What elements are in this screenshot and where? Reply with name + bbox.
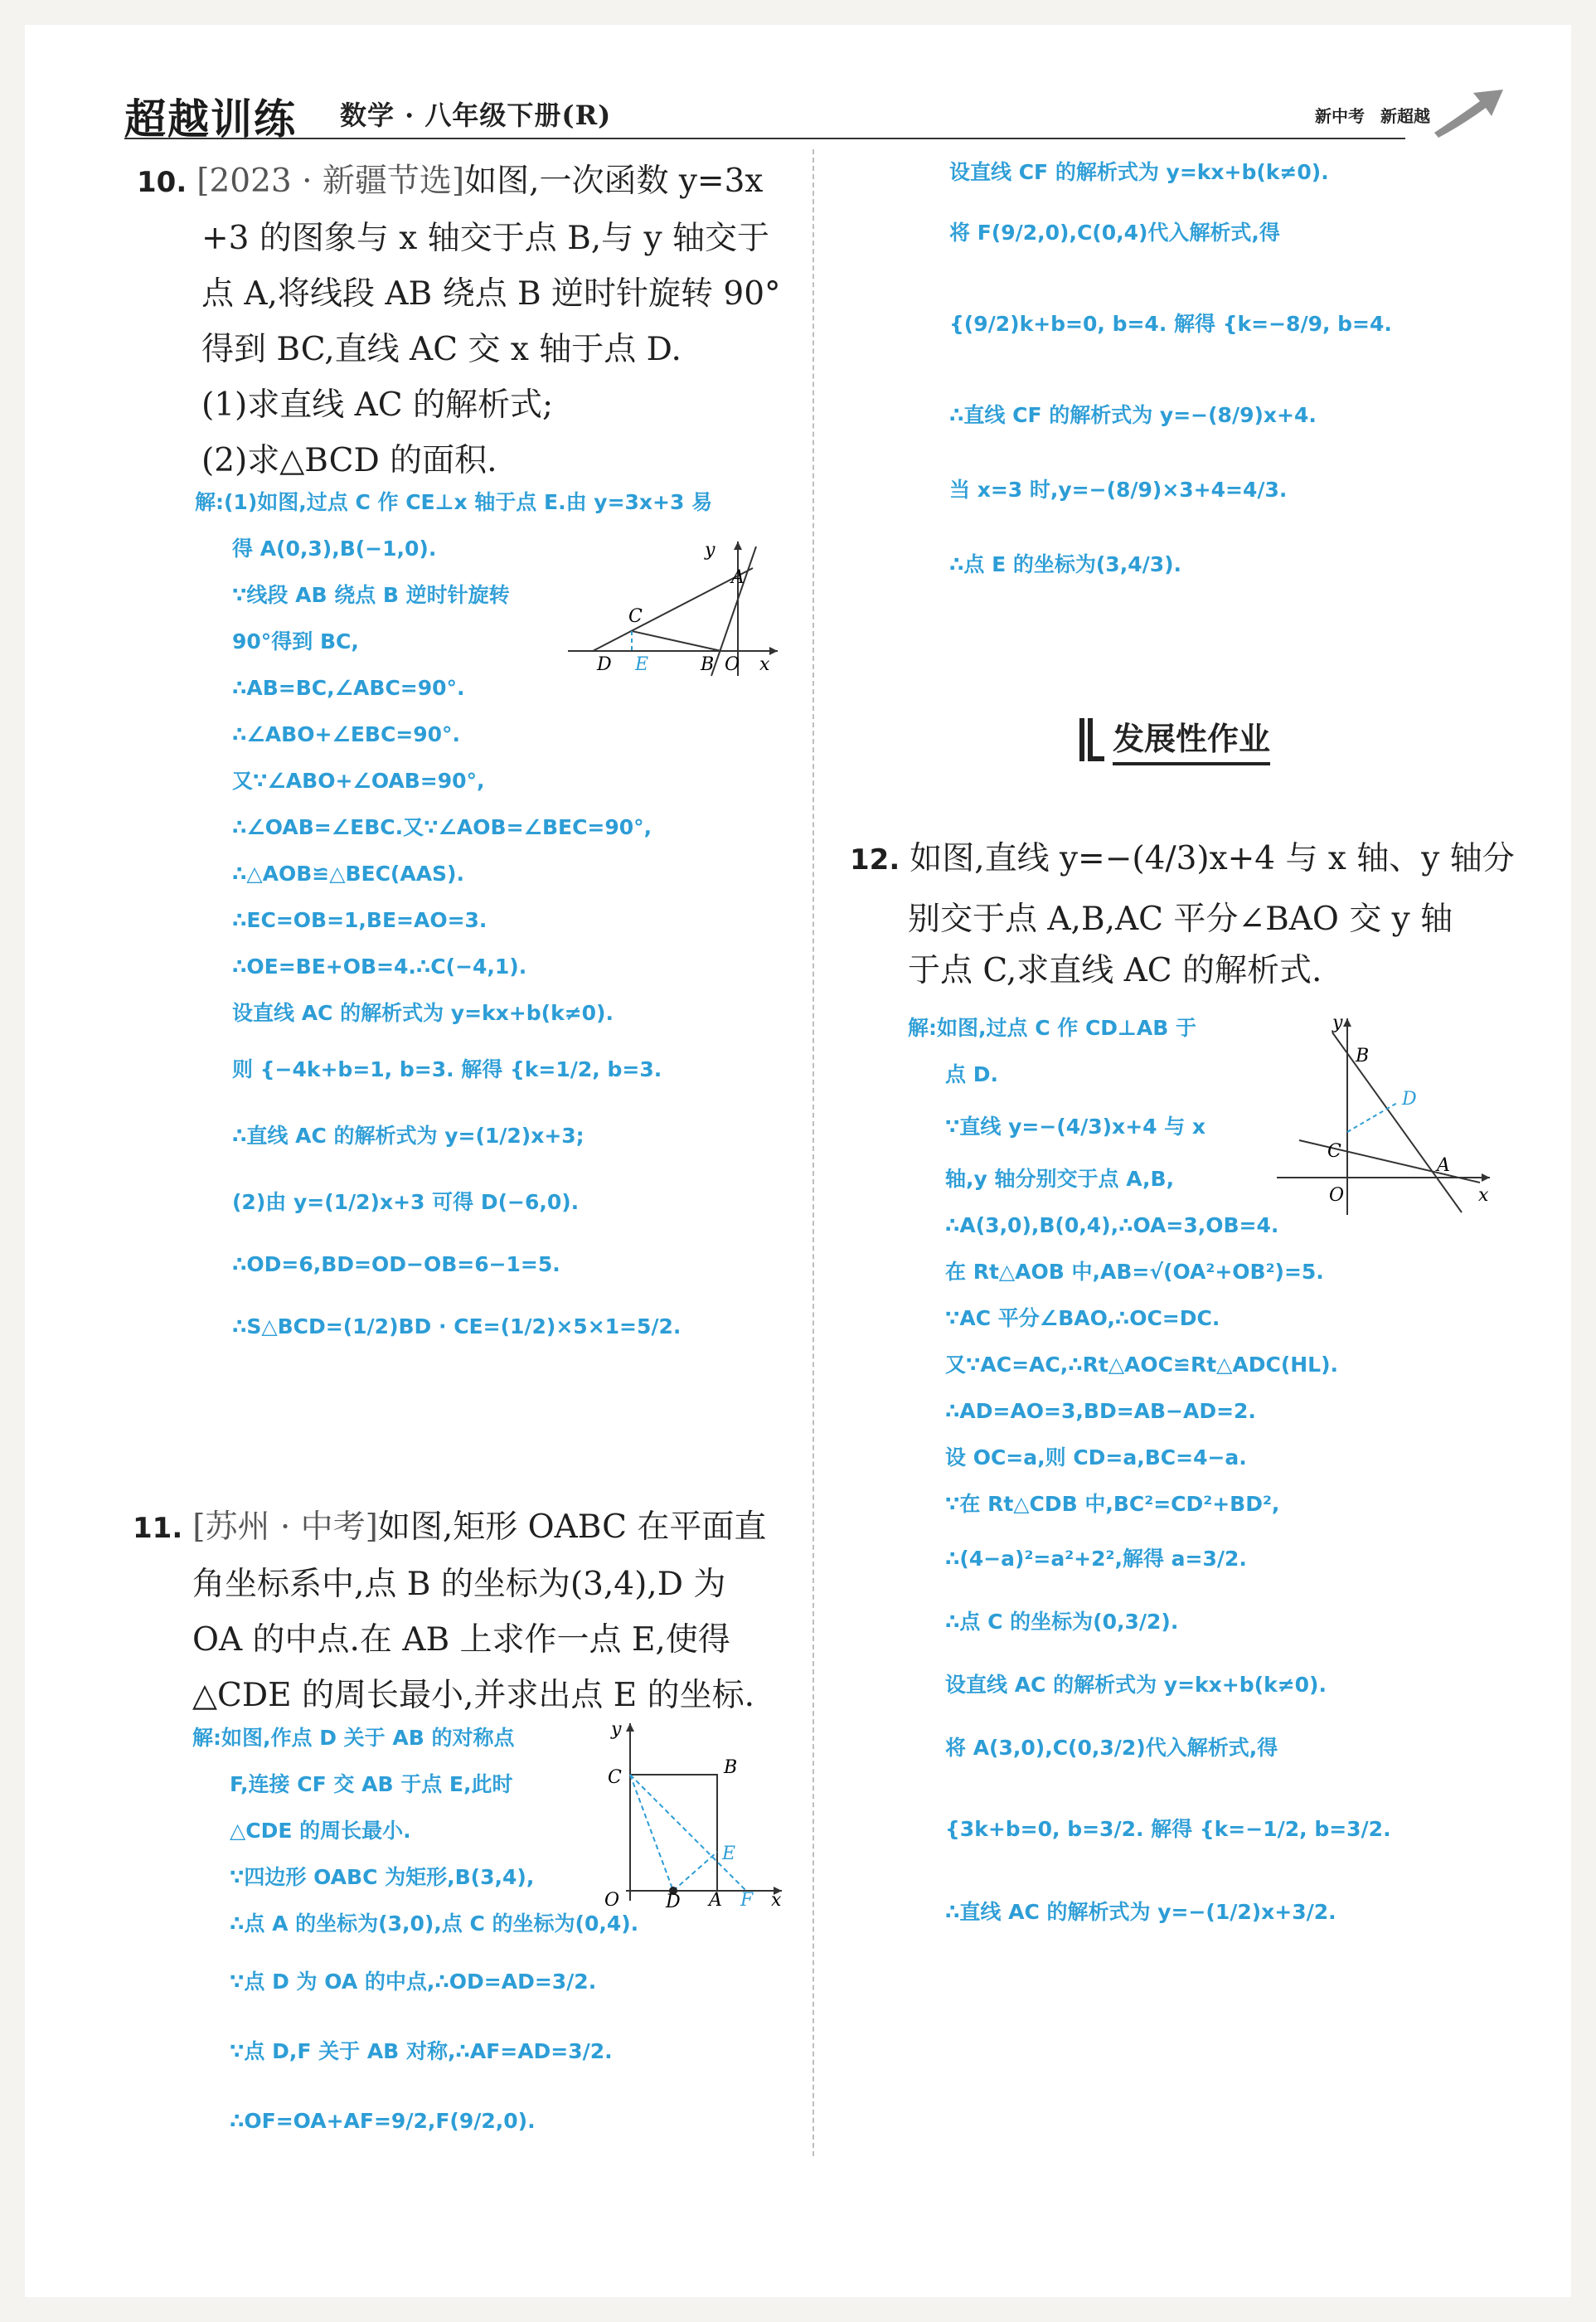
problem-11	[133, 1499, 766, 1723]
problem-text-line: 如图,直线 y=−(4/3)x+4 与 x 轴、y 轴分	[910, 840, 1515, 877]
figure-label: E	[722, 1844, 736, 1864]
solution-line: ∴△AOB≌△BEC(AAS).	[232, 862, 464, 886]
solution-11-continued	[949, 149, 1392, 602]
figure-label: C	[628, 606, 643, 627]
problem-text-line: OA 的中点.在 AB 上求作一点 E,使得	[192, 1621, 730, 1659]
figure-label: D	[597, 654, 612, 675]
solution-line: ∴直线 CF 的解析式为 y=−(8/9)x+4.	[949, 403, 1317, 427]
problem-text-line: 点 A,将线段 AB 绕点 B 逆时针旋转 90°	[201, 275, 781, 313]
figure-10	[564, 535, 788, 680]
solution-line: 轴,y 轴分别交于点 A,B,	[945, 1167, 1175, 1191]
solution-line: 又∵AC=AC,∴Rt△AOC≌Rt△ADC(HL).	[945, 1353, 1339, 1377]
header-arrow-icon	[1430, 83, 1505, 141]
solution-line: ∴直线 AC 的解析式为 y=(1/2)x+3;	[232, 1124, 585, 1148]
solution-line: (2)由 y=(1/2)x+3 可得 D(−6,0).	[232, 1190, 580, 1214]
solution-line: ∴(4−a)²=a²+2²,解得 a=3/2.	[945, 1547, 1247, 1571]
solution-line: 将 A(3,0),C(0,3/2)代入解析式,得	[945, 1736, 1278, 1760]
problem-number: 12.	[850, 843, 900, 877]
solution-line: 在 Rt△AOB 中,AB=√(OA²+OB²)=5.	[945, 1260, 1324, 1284]
solution-line: ∴OE=BE+OB=4.∴C(−4,1).	[232, 955, 527, 979]
problem-text-line: 于点 C,求直线 AC 的解析式.	[908, 952, 1322, 989]
problem-text-line: 别交于点 A,B,AC 平分∠BAO 交 y 轴	[908, 901, 1453, 938]
problem-text-line: 如图,一次函数 y=3x	[464, 163, 764, 200]
figure-label: x	[759, 654, 770, 675]
problem-text-line: (1)求直线 AC 的解析式;	[201, 386, 554, 424]
figure-label: B	[724, 1757, 738, 1778]
figure-label: B	[1356, 1046, 1370, 1066]
solution-line: 设直线 CF 的解析式为 y=kx+b(k≠0).	[949, 160, 1329, 184]
problem-12	[850, 825, 1515, 997]
solution-line: ∵线段 AB 绕点 B 逆时针旋转	[232, 583, 510, 607]
figure-label: y	[611, 1719, 622, 1740]
problem-text-line: △CDE 的周长最小,并求出点 E 的坐标.	[192, 1677, 755, 1714]
problem-text-line: 如图,矩形 OABC 在平面直	[377, 1508, 767, 1546]
figure-label: O	[1329, 1185, 1345, 1206]
solution-line: ∴AB=BC,∠ABC=90°.	[232, 676, 465, 700]
solution-line: ∴OF=OA+AF=9/2,F(9/2,0).	[230, 2109, 536, 2133]
figure-label: C	[1327, 1141, 1341, 1162]
solution-line: 得 A(0,3),B(−1,0).	[232, 537, 437, 561]
problem-text-line: +3 的图象与 x 轴交于点 B,与 y 轴交于	[201, 220, 769, 257]
solution-line: ∴点 C 的坐标为(0,3/2).	[945, 1610, 1179, 1634]
solution-line: 点 D.	[945, 1062, 998, 1086]
solution-line: 将 F(9/2,0),C(0,4)代入解析式,得	[949, 221, 1280, 245]
section-bars-icon	[1078, 715, 1106, 765]
column-divider	[813, 149, 814, 2156]
figure-label: A	[731, 567, 745, 588]
solution-line: 设直线 AC 的解析式为 y=kx+b(k≠0).	[945, 1673, 1327, 1697]
problem-text-line: (2)求△BCD 的面积.	[201, 442, 497, 479]
solution-11	[192, 1715, 638, 2156]
problem-text-line: 角坐标系中,点 B 的坐标为(3,4),D 为	[192, 1566, 726, 1603]
problem-number: 11.	[133, 1512, 183, 1545]
figure-label: F	[740, 1890, 754, 1907]
solution-line: ∴∠ABO+∠EBC=90°.	[232, 722, 461, 746]
solution-line: ∵点 D 为 OA 的中点,∴OD=AD=3/2.	[230, 1970, 597, 1994]
solution-line: 当 x=3 时,y=−(8/9)×3+4=4/3.	[949, 478, 1288, 502]
problem-source: [苏州 · 中考]	[192, 1508, 378, 1546]
solution-line: 解:如图,过点 C 作 CD⊥AB 于	[908, 1016, 1197, 1040]
problem-source: [2023 · 新疆节选]	[196, 163, 465, 200]
solution-line: ∵直线 y=−(4/3)x+4 与 x	[945, 1115, 1206, 1139]
solution-line: ∴点 A 的坐标为(3,0),点 C 的坐标为(0,4).	[230, 1912, 639, 1936]
solution-line: ∴EC=OB=1,BE=AO=3.	[232, 908, 488, 932]
solution-line: F,连接 CF 交 AB 于点 E,此时	[230, 1772, 513, 1796]
solution-line: {3k+b=0, b=3/2. 解得 {k=−1/2, b=3/2.	[945, 1817, 1391, 1841]
figure-label: y	[705, 540, 716, 561]
solution-line: 解:如图,作点 D 关于 AB 的对称点	[192, 1726, 515, 1750]
section-title	[1078, 713, 1270, 765]
solution-line: ∵四边形 OABC 为矩形,B(3,4),	[230, 1865, 535, 1889]
figure-label: O	[604, 1890, 620, 1907]
figure-label: D	[666, 1892, 681, 1907]
section-title-text: 发展性作业	[1113, 713, 1270, 765]
solution-line: 解:(1)如图,过点 C 作 CE⊥x 轴于点 E.由 y=3x+3 易	[195, 490, 713, 514]
solution-line: ∵AC 平分∠BAO,∴OC=DC.	[945, 1306, 1220, 1330]
solution-line: 则 {−4k+b=1, b=3. 解得 {k=1/2, b=3.	[232, 1057, 662, 1081]
header-rule	[124, 138, 1405, 139]
solution-line: 设 OC=a,则 CD=a,BC=4−a.	[945, 1445, 1247, 1469]
solution-line: ∴∠OAB=∠EBC.又∵∠AOB=∠BEC=90°,	[232, 815, 652, 839]
figure-label: A	[709, 1890, 722, 1907]
figure-label: D	[1402, 1089, 1417, 1110]
header-brand: 超越训练	[124, 95, 297, 143]
problem-10	[137, 153, 781, 488]
figure-label: E	[635, 654, 649, 675]
solution-line: {(9/2)k+b=0, b=4. 解得 {k=−8/9, b=4.	[949, 312, 1392, 336]
solution-line: ∴A(3,0),B(0,4),∴OA=3,OB=4.	[945, 1213, 1279, 1237]
figure-label: x	[771, 1890, 782, 1907]
figure-label: y	[1332, 1013, 1343, 1033]
header-subject: 数学 · 八年级下册(R)	[340, 100, 612, 131]
solution-line: 设直线 AC 的解析式为 y=kx+b(k≠0).	[232, 1001, 614, 1025]
solution-line: ∴S△BCD=(1/2)BD · CE=(1/2)×5×1=5/2.	[232, 1314, 682, 1338]
figure-11	[593, 1717, 792, 1907]
solution-line: 90°得到 BC,	[232, 629, 359, 653]
solution-line: ∴AD=AO=3,BD=AB−AD=2.	[945, 1399, 1256, 1423]
solution-line: △CDE 的周长最小.	[230, 1819, 411, 1843]
figure-12	[1273, 1012, 1497, 1219]
figure-label: C	[608, 1767, 622, 1788]
header-right-text: 新中考 新超越	[1315, 106, 1430, 126]
problem-number: 10.	[137, 166, 187, 199]
figure-label: x	[1478, 1185, 1489, 1206]
solution-line: ∵点 D,F 关于 AB 对称,∴AF=AD=3/2.	[230, 2039, 613, 2063]
problem-text-line: 得到 BC,直线 AC 交 x 轴于点 D.	[201, 331, 682, 368]
solution-line: ∴点 E 的坐标为(3,4/3).	[949, 552, 1182, 576]
solution-line: ∵在 Rt△CDB 中,BC²=CD²+BD²,	[945, 1492, 1280, 1516]
solution-line: 又∵∠ABO+∠OAB=90°,	[232, 769, 485, 793]
figure-label: B	[701, 654, 715, 675]
figure-label: A	[1437, 1155, 1450, 1176]
solution-line: ∴OD=6,BD=OD−OB=6−1=5.	[232, 1252, 560, 1276]
solution-line: ∴直线 AC 的解析式为 y=−(1/2)x+3/2.	[945, 1900, 1336, 1924]
figure-label: O	[725, 654, 740, 675]
